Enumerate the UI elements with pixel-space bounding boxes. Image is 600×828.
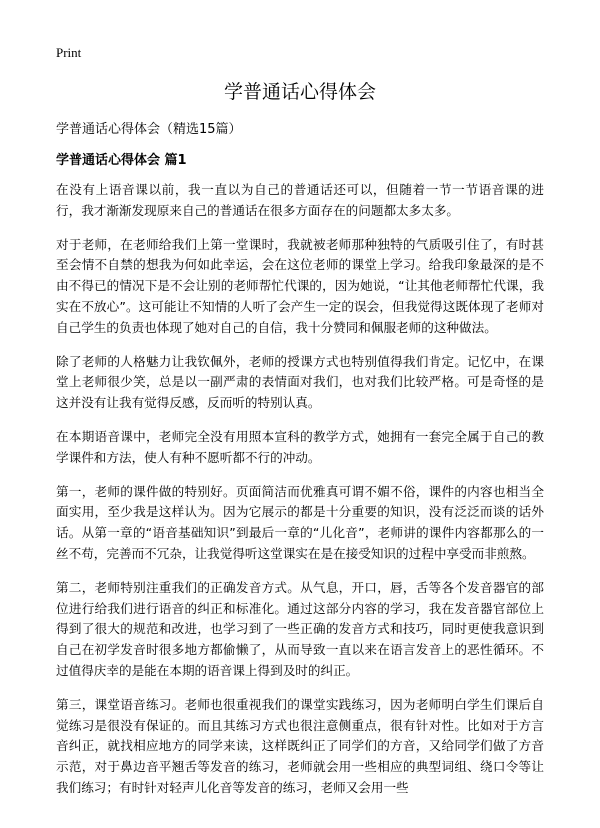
paragraph-5: 第一，老师的课件做的特别好。页面简洁而优雅真可谓不媚不俗，课件的内容也相当全面实用，至少我是这样认为。因为它展示的都是十分重要的知识，没有泛泛而谈的话外话。从第一章的“语音基础知识”到最后一章的“儿化音”，老师讲的课件内容都那么的一丝不苟，完善而不冗杂，让我觉得听这堂课实在是在接受知识的过程中享受而非煎熬。: [56, 483, 544, 561]
paragraph-4: 在本期语音课中，老师完全没有用照本宣科的教学方式，她拥有一套完全属于自己的教学课件和方法，使人有种不愿听都不行的冲动。: [56, 428, 544, 465]
document-subtitle: 学普通话心得体会（精选15篇）: [56, 122, 242, 137]
print-link[interactable]: Print: [56, 45, 82, 60]
paragraph-2: 对于老师，在老师给我们上第一堂课时，我就被老师那种独特的气质吸引住了，有时甚至会情不自禁的想我为何如此幸运，会在这位老师的课堂上学习。给我印象最深的是不由不得已的情况下是不会让别的老师帮忙代课的，因为她说，“让其他老师帮忙代课，我实在不放心”。这可能让不知情的人听了会产生一定的误会，但我觉得这既体现了老师对自己学生的负责也体现了她对自己的自信，我十分赞同和佩服老师的这种做法。: [56, 236, 544, 335]
paragraph-7: 第三，课堂语音练习。老师也很重视我们的课堂实践练习，因为老师明白学生们课后自觉练习是很没有保证的。而且其练习方式也很注意侧重点，很有针对性。比如对于方言音纠正，就找相应地方的同学来读，这样既纠正了同学们的方音，又给同学们做了方音示范，对于鼻边音平翘舌等发音的练习，老师就会用一些相应的典型词组、绕口令等让我们练习；有时针对轻声儿化音等发音的练习，老师又会用一些: [56, 696, 544, 795]
paragraph-6: 第二，老师特别注重我们的正确发音方式。从气息，开口，唇，舌等各个发音器官的部位进行给我们进行语音的纠正和标准化。通过这部分内容的学习，我在发音器官部位上得到了很大的规范和改进，也学习到了一些正确的发音方式和技巧，同时更使我意识到自己在初学发音时很多地方都偷懒了，从而导致一直以来在语言发音上的恶性循环。不过值得庆幸的是能在本期的语音课上得到及时的纠正。: [56, 579, 544, 678]
paragraph-1: 在没有上语音课以前，我一直以为自己的普通话还可以，但随着一节一节语音课的进行，我才渐渐发现原来自己的普通话在很多方面存在的问题都太多太多。: [56, 182, 544, 218]
article-body: [56, 180, 544, 812]
page-title: 学普通话心得体会: [223, 81, 376, 103]
section-heading: 学普通话心得体会 篇1: [56, 153, 187, 168]
paragraph-3: 除了老师的人格魅力让我钦佩外，老师的授课方式也特别值得我们肯定。记忆中，在课堂上老师很少笑，总是以一副严肃的表情面对我们，也对我们比较严格。可是奇怪的是这并没有让我有觉得反感，反而听的特别认真。: [56, 353, 544, 411]
